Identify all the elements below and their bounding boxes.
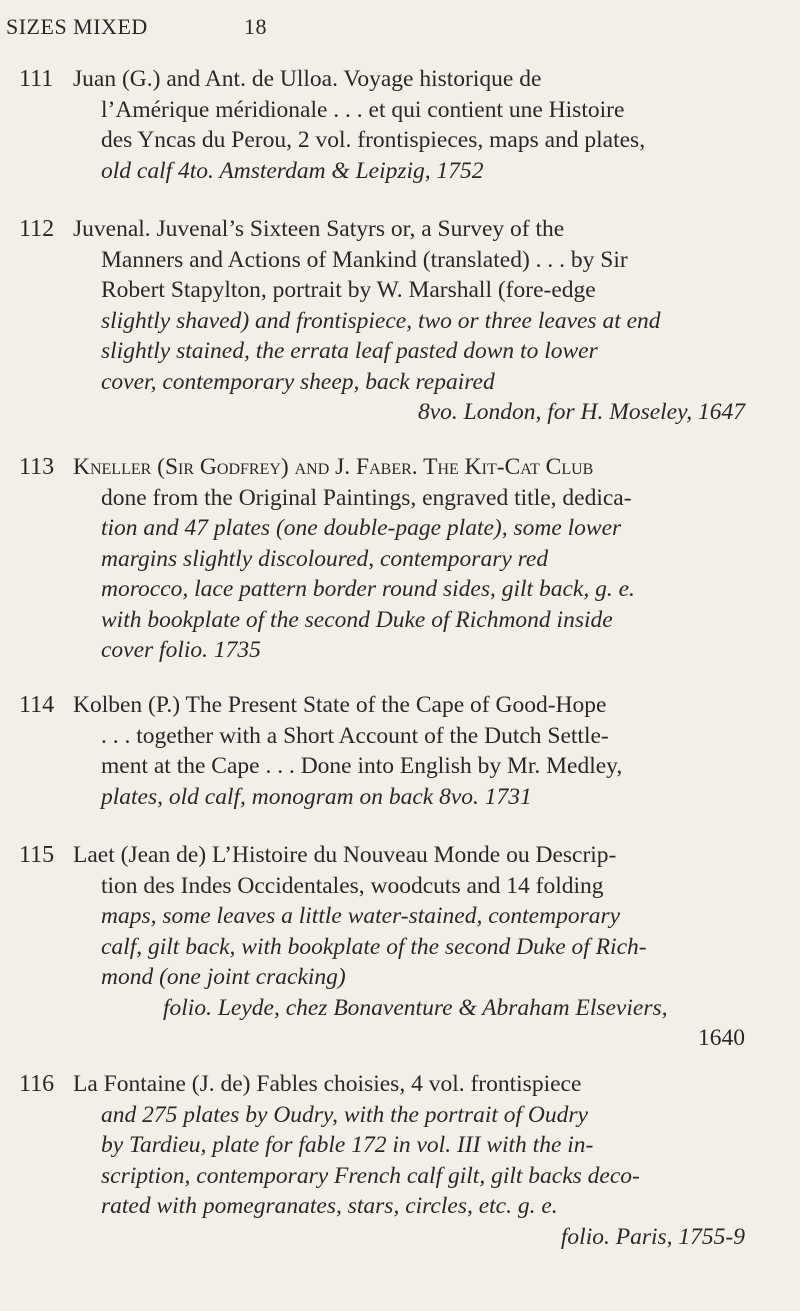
entry-line: Manners and Actions of Mankind (translated) . . . by Sir [101, 246, 628, 273]
entry-line: done from the Original Paintings, engraved title, dedica- [101, 484, 632, 511]
entry-line: old calf 4to. Amsterdam & Leipzig, 1752 [101, 157, 484, 184]
entry-line: with bookplate of the second Duke of Richmond inside [101, 606, 613, 633]
entry-line: tion and 47 plates (one double-page plate), some lower [101, 515, 622, 541]
entry-line: 8vo. London, for H. Moseley, 1647 [417, 399, 745, 425]
entry-line: plates, old calf, monogram on back 8vo. 1731 [101, 783, 532, 810]
entry-line: scription, contemporary French calf gilt, gilt backs deco- [101, 1162, 640, 1189]
entry-line: Juvenal. Juvenal’s Sixteen Satyrs or, a Survey of the [73, 216, 565, 242]
lot-number: 112 [19, 216, 55, 242]
entry-line: morocco, lace pattern border round sides, gilt back, g. e. [101, 576, 635, 602]
entry-text [73, 452, 773, 666]
entry-line: Laet (Jean de) L’Histoire du Nouveau Monde ou Descrip- [73, 842, 617, 868]
entry-line: Robert Stapylton, portrait by W. Marshall (fore-edge [101, 277, 596, 303]
entry-line: ment at the Cape . . . Done into English by Mr. Medley, [101, 753, 623, 779]
entry-line: slightly stained, the errata leaf pasted down to lower [101, 338, 598, 364]
entry-line: tion des Indes Occidentales, woodcuts and 14 folding [101, 872, 604, 899]
entry-text [73, 690, 773, 812]
entry-line: folio. Leyde, chez Bonaventure & Abraham Elseviers, [163, 994, 668, 1021]
entry-line: l’Amérique méridionale . . . et qui contient une Histoire [101, 96, 625, 123]
entry-line: . . . together with a Short Account of the Dutch Settle- [101, 722, 609, 749]
page-number: 18 [244, 14, 267, 39]
entry-line: cover, contemporary sheep, back repaired [101, 368, 495, 395]
entry-line: folio. Paris, 1755-9 [560, 1223, 745, 1250]
entry-line: margins slightly discoloured, contemporary red [101, 545, 549, 572]
entry-line: Kneller (Sir Godfrey) and J. Faber. The Kit-Cat Club [73, 454, 594, 480]
entry-line: cover folio. 1735 [101, 637, 261, 663]
entry-line: Kolben (P.) The Present State of the Cape of Good-Hope [73, 692, 607, 718]
entry-text [73, 214, 773, 428]
entry-line: maps, some leaves a little water-stained, contemporary [101, 903, 621, 929]
entry-text [73, 1069, 773, 1252]
entry-line: calf, gilt back, with bookplate of the second Duke of Rich- [101, 933, 647, 960]
entry-text [73, 840, 773, 1054]
lot-number: 114 [19, 692, 55, 718]
entry-line: rated with pomegranates, stars, circles, etc. g. e. [101, 1193, 558, 1219]
lot-number: 115 [19, 842, 55, 868]
entry-line: by Tardieu, plate for fable 172 in vol. III with the in- [101, 1132, 594, 1158]
entry-line: and 275 plates by Oudry, with the portrait of Oudry [101, 1101, 588, 1128]
entry-line: slightly shaved) and frontispiece, two or three leaves at end [101, 307, 661, 334]
entry-text [73, 64, 773, 186]
lot-number: 113 [19, 454, 55, 480]
entry-line: des Yncas du Perou, 2 vol. frontispieces, maps and plates, [101, 127, 646, 153]
lot-number: 116 [19, 1071, 55, 1097]
entry-line: La Fontaine (J. de) Fables choisies, 4 vol. frontispiece [73, 1071, 582, 1097]
entry-line: mond (one joint cracking) [101, 964, 346, 990]
page-header [0, 14, 800, 44]
lot-number: 111 [19, 66, 54, 92]
entry-line: 1640 [698, 1025, 745, 1051]
section-heading: SIZES MIXED [6, 14, 148, 39]
entry-line: Juan (G.) and Ant. de Ulloa. Voyage historique de [73, 66, 542, 92]
